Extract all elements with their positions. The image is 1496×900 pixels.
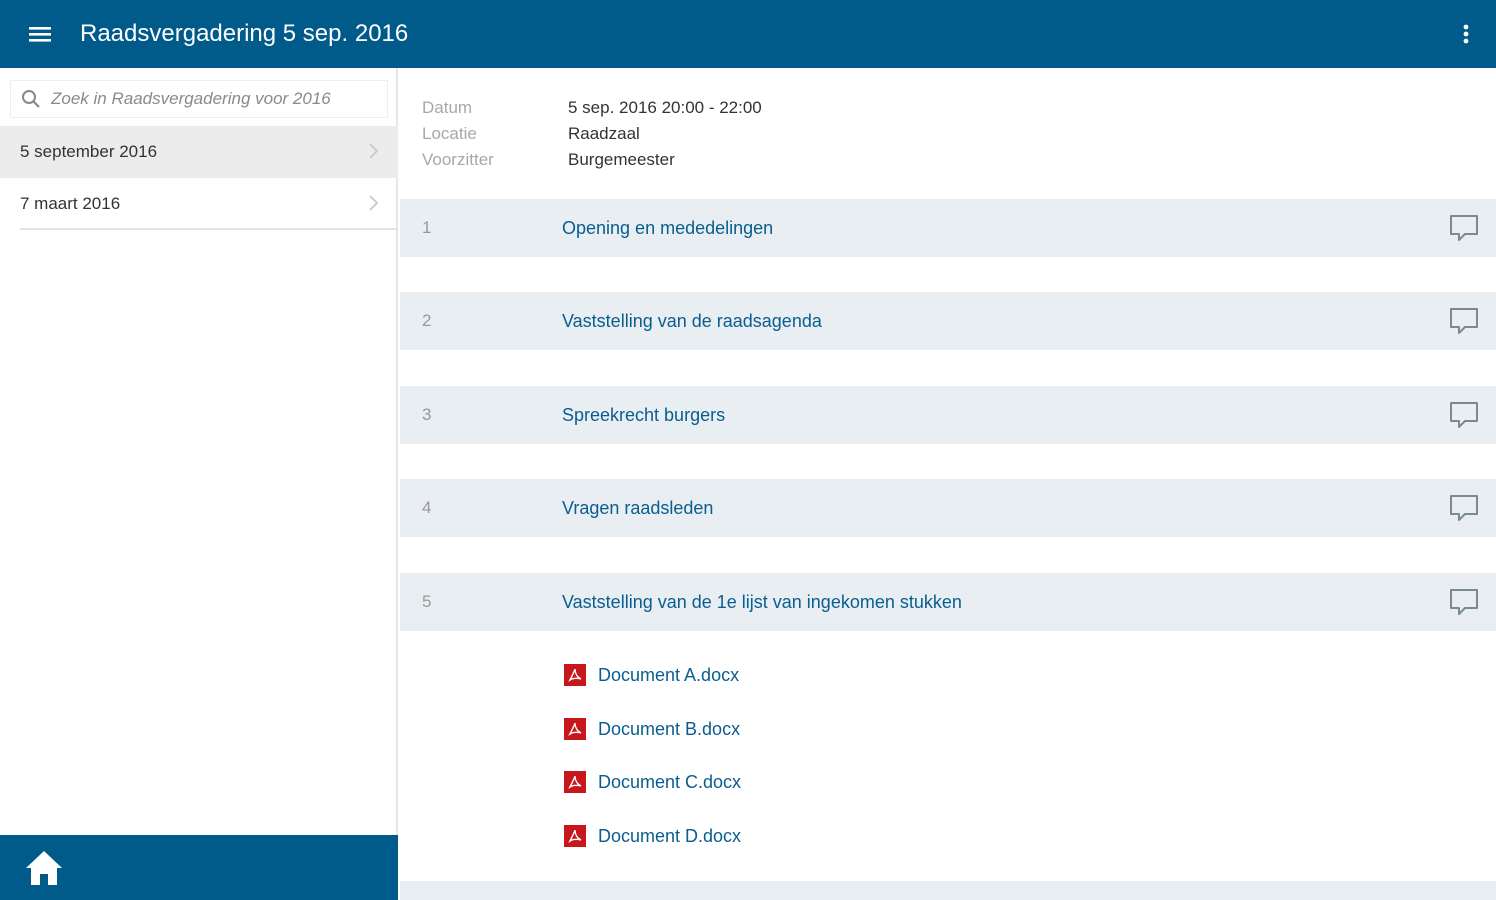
hamburger-menu-icon xyxy=(29,25,51,43)
agenda-item-partial[interactable] xyxy=(400,881,1496,900)
agenda-title: Vaststelling van de 1e lijst van ingekomen stukken xyxy=(562,591,962,612)
meta-row-voorzitter xyxy=(422,150,675,170)
comment-icon xyxy=(1448,400,1480,430)
document-name: Document C.docx xyxy=(598,771,742,792)
home-icon xyxy=(24,849,64,887)
search-input[interactable] xyxy=(51,89,371,109)
document-name: Document B.docx xyxy=(598,718,741,739)
comment-icon xyxy=(1448,493,1480,523)
agenda-item-4[interactable] xyxy=(400,479,1496,537)
document-name: Document D.docx xyxy=(598,825,742,846)
pdf-icon xyxy=(564,825,586,847)
comment-button[interactable] xyxy=(1432,306,1496,336)
meta-value: Raadzaal xyxy=(568,124,640,143)
bottom-home-bar xyxy=(0,835,398,900)
agenda-number: 4 xyxy=(422,498,432,517)
date-item-label: 7 maart 2016 xyxy=(20,194,121,213)
sidebar xyxy=(0,68,398,900)
comment-button[interactable] xyxy=(1432,400,1496,430)
date-item-label: 5 september 2016 xyxy=(20,142,158,161)
document-link[interactable] xyxy=(564,821,741,851)
agenda-item-1[interactable] xyxy=(400,199,1496,257)
agenda-item-2[interactable] xyxy=(400,292,1496,350)
comment-button[interactable] xyxy=(1432,587,1496,617)
search-box[interactable] xyxy=(10,80,388,118)
agenda-title: Vaststelling van de raadsagenda xyxy=(562,310,822,331)
hamburger-menu-button[interactable] xyxy=(0,0,80,68)
agenda-number: 2 xyxy=(422,311,432,330)
agenda-number: 1 xyxy=(422,218,432,237)
agenda-title: Spreekrecht burgers xyxy=(562,404,726,425)
agenda-title: Vragen raadsleden xyxy=(562,497,714,518)
chevron-right-icon xyxy=(368,141,380,161)
comment-icon xyxy=(1448,213,1480,243)
meta-key: Locatie xyxy=(422,124,477,143)
app-bar xyxy=(0,0,1496,68)
page-title: Raadsvergadering 5 sep. 2016 xyxy=(80,20,409,47)
document-link[interactable] xyxy=(564,660,739,690)
document-link[interactable] xyxy=(564,714,740,744)
comment-button[interactable] xyxy=(1432,493,1496,523)
document-name: Document A.docx xyxy=(598,664,740,685)
search-icon xyxy=(11,89,51,109)
home-button[interactable] xyxy=(24,849,64,887)
meta-key: Datum xyxy=(422,98,473,117)
agenda-title: Opening en mededelingen xyxy=(562,217,774,238)
agenda-item-5[interactable] xyxy=(400,573,1496,631)
meeting-detail xyxy=(400,68,1496,900)
meta-value: 5 sep. 2016 20:00 - 22:00 xyxy=(568,98,762,117)
agenda-number: 3 xyxy=(422,405,432,424)
meta-value: Burgemeester xyxy=(568,150,675,169)
overflow-menu-button[interactable] xyxy=(1436,0,1496,68)
agenda-item-3[interactable] xyxy=(400,386,1496,444)
vertical-dots-icon xyxy=(1463,24,1469,44)
date-item-5-september-2016[interactable] xyxy=(0,126,398,178)
date-item-7-maart-2016[interactable] xyxy=(0,178,398,230)
pdf-icon xyxy=(564,664,586,686)
comment-icon xyxy=(1448,587,1480,617)
meta-row-locatie xyxy=(422,124,640,144)
agenda-number: 5 xyxy=(422,592,432,611)
chevron-right-icon xyxy=(368,193,380,213)
pdf-icon xyxy=(564,771,586,793)
meta-row-datum xyxy=(422,98,762,118)
document-link[interactable] xyxy=(564,767,741,797)
comment-icon xyxy=(1448,306,1480,336)
divider xyxy=(20,228,398,230)
pdf-icon xyxy=(564,718,586,740)
comment-button[interactable] xyxy=(1432,213,1496,243)
meta-key: Voorzitter xyxy=(422,150,494,169)
